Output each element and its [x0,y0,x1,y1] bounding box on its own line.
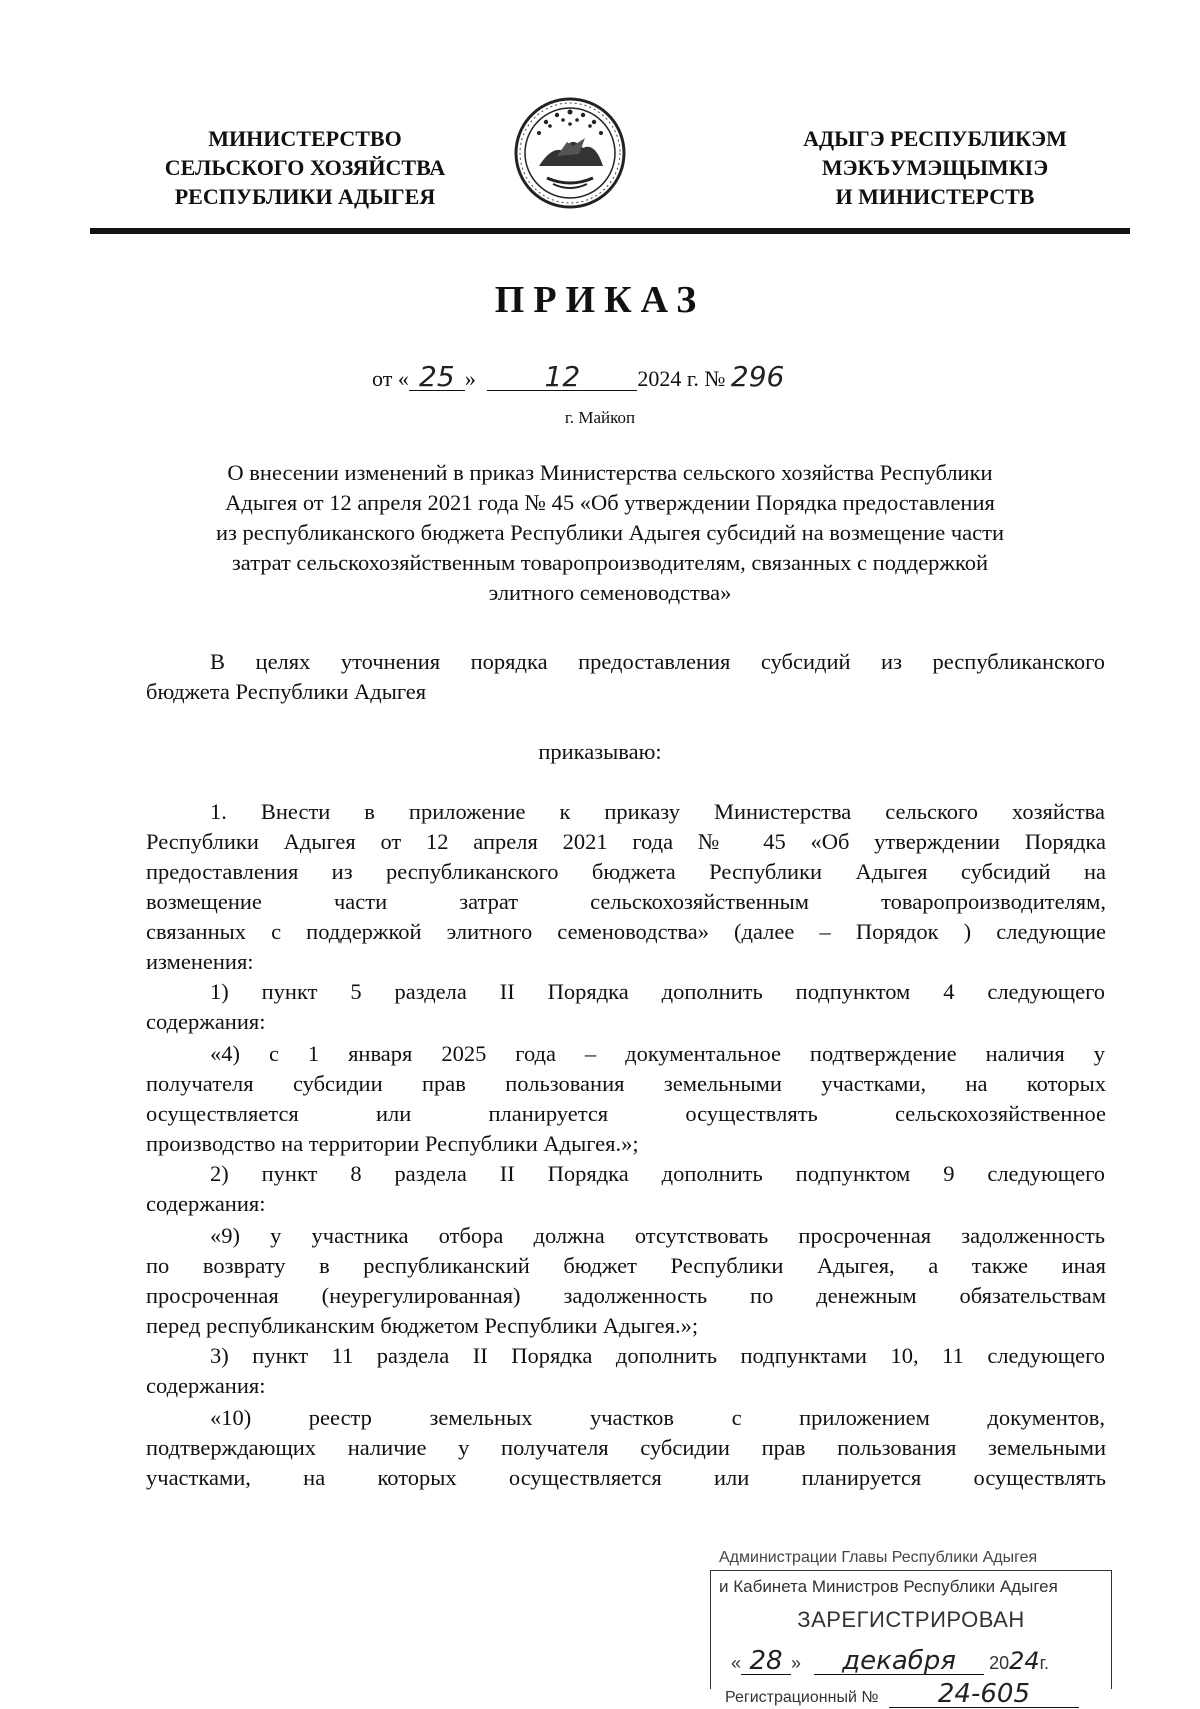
body-line: перед республиканским бюджетом Республики Адыгея.»; [146,1313,699,1338]
preamble-line: бюджета Республики Адыгея [146,679,427,704]
stamp-date-open: « [731,1653,742,1673]
stamp-year-prefix: 20 [989,1653,1010,1673]
org-line: МИНИСТЕРСТВО [208,126,402,151]
org-line: МЭКЪУМЭЩЫМКIЭ [821,155,1049,180]
handwritten-day: 25 [409,364,465,391]
stamp-date-close: » [791,1653,802,1673]
handwritten-stamp-year: 24 [1009,1647,1040,1675]
body-line: «4) с 1 января 2025 года – документальное подтверждение наличия у [210,1041,1105,1066]
preamble-line: В целях уточнения порядка предоставления субсидий из республиканского [210,649,1105,674]
stamp-reg-label: Регистрационный № [725,1689,879,1706]
registration-stamp [710,1549,1112,1709]
body-line: 3) пункт 11 раздела II Порядка дополнить подпунктами 10, 11 следующего [210,1343,1105,1368]
body-line: 1. Внести в приложение к приказу Министерства сельского хозяйства [210,799,1105,824]
city: г. Майкоп [564,408,636,427]
body-line: по возврату в республиканский бюджет Республики Адыгея, а также иная [146,1253,1106,1278]
stamp-year-end: г. [1039,1653,1050,1673]
body-line: возмещение части затрат сельскохозяйственным товаропроизводителям, [146,889,1106,914]
body-line: «10) реестр земельных участков с приложением документов, [210,1405,1105,1430]
body-line: осуществляется или планируется осуществлять сельскохозяйственное [146,1101,1106,1126]
header-divider [90,228,1130,234]
stamp-reg-number [725,1681,1079,1708]
stamp-registered-label: ЗАРЕГИСТРИРОВАН [797,1607,1025,1632]
subject-line: затрат сельскохозяйственным товаропроизводителям, связанных с поддержкой [231,550,989,575]
date-mid: » [464,366,476,391]
body-line: участками, на которых осуществляется или планируется осуществлять [146,1465,1106,1490]
handwritten-stamp-month: декабря [814,1648,984,1675]
order-date-number [372,360,784,393]
date-prefix: от « [372,366,409,391]
body-line: получателя субсидии прав пользования земельными участками, на которых [146,1071,1106,1096]
body-line: изменения: [146,949,254,974]
org-line: РЕСПУБЛИКИ АДЫГЕЯ [174,184,436,209]
stamp-issuer-line: и Кабинета Министров Республики Адыгея [719,1577,1058,1596]
body-line: Республики Адыгея от 12 апреля 2021 года № 45 «Об утверждении Порядка [146,829,1106,854]
body-line: предоставления из республиканского бюджета Республики Адыгея субсидий на [146,859,1106,884]
handwritten-month: 12 [487,364,637,391]
body-line: подтверждающих наличие у получателя субсидии прав пользования земельными [146,1435,1106,1460]
order-subject [150,458,1070,608]
subject-line: элитного семеноводства» [488,580,732,605]
subject-line: из республиканского бюджета Республики Адыгея субсидий на возмещение части [215,520,1004,545]
subject-line: Адыгея от 12 апреля 2021 года № 45 «Об утверждении Порядка предоставления [225,490,995,515]
body-line: 1) пункт 5 раздела II Порядка дополнить подпунктом 4 следующего [210,979,1105,1004]
body-line: 2) пункт 8 раздела II Порядка дополнить подпунктом 9 следующего [210,1161,1105,1186]
year-text: 2024 г. № [637,366,726,391]
org-line: АДЫГЭ РЕСПУБЛИКЭМ [803,126,1067,151]
body-line: содержания: [146,1191,266,1216]
body-line: «9) у участника отбора должна отсутствовать просроченная задолженность [210,1223,1105,1248]
stamp-issuer-line: Администрации Главы Республики Адыгея [719,1549,1038,1566]
org-line: СЕЛЬСКОГО ХОЗЯЙСТВА [164,155,446,180]
handwritten-stamp-day: 28 [741,1648,791,1675]
subject-line: О внесении изменений в приказ Министерства сельского хозяйства Республики [227,460,993,485]
body-line: просроченная (неурегулированная) задолженность по денежным обязательствам [146,1283,1106,1308]
ministry-name-adyghe [770,124,1100,211]
org-line: И МИНИСТЕРСТВ [835,184,1035,209]
ministry-name-russian [140,124,470,211]
handwritten-order-number: 296 [730,360,785,393]
handwritten-reg-number: 24-605 [889,1681,1079,1708]
document-title: ПРИКАЗ [494,279,706,321]
stamp-date [731,1647,1049,1675]
body-line: связанных с поддержкой элитного семеноводства» (далее – Порядок ) следующие [146,919,1106,944]
body-line: производство на территории Республики Адыгея.»; [146,1131,639,1156]
coat-of-arms-icon [513,96,627,210]
body-line: содержания: [146,1009,266,1034]
body-line: содержания: [146,1373,266,1398]
order-word: приказываю: [538,739,662,764]
